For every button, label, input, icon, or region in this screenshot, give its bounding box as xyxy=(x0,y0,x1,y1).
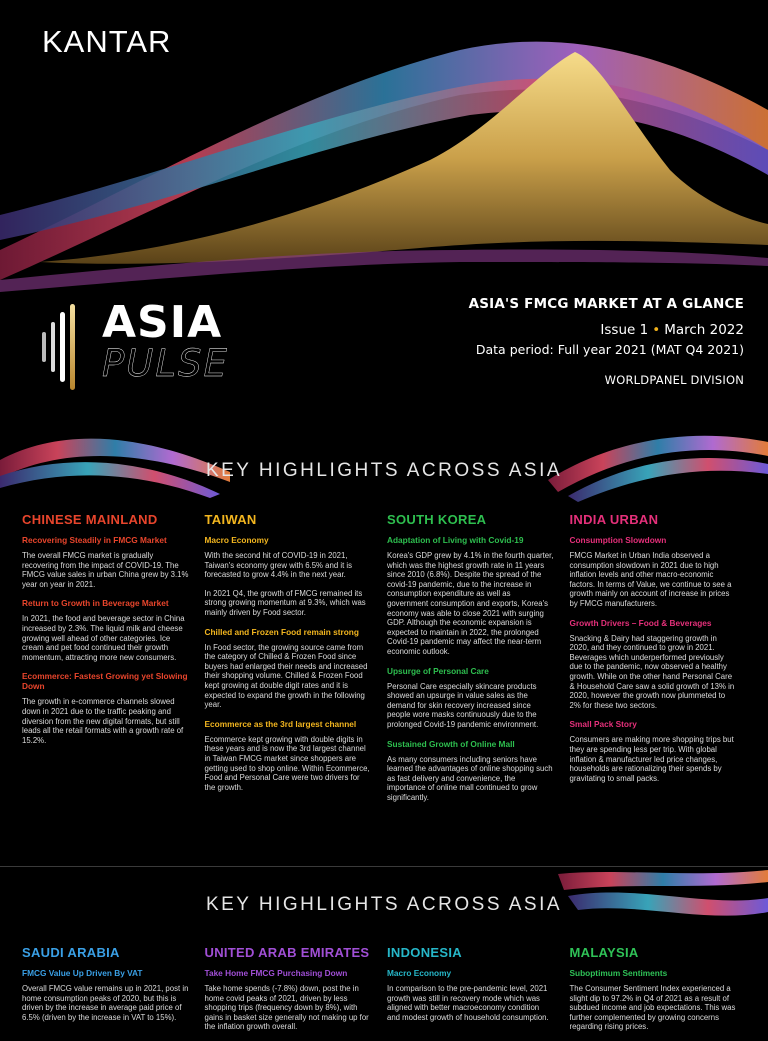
region-title: SOUTH KOREA xyxy=(387,512,487,527)
paragraph: Take home spends (-7.8%) down, post the in home covid peaks of 2021, driven by less shopping trips (frequency down by 8%), with gains in basket size generally not making up for the inflation growth overall. xyxy=(204,984,369,1032)
subheading: Ecommerce: Fastest Growing yet Slowing Down xyxy=(22,671,188,692)
subheading: Ecommerce as the 3rd largest channel xyxy=(204,718,357,729)
region-column-malaysia xyxy=(570,945,753,1041)
region-column-saudi-arabia xyxy=(22,945,205,1041)
issue-number: Issue 1 xyxy=(600,322,649,338)
paragraph: In 2021 Q4, the growth of FMCG remained its strong growing momentum at 9.3%, which was mainly driven by Food sector. xyxy=(204,588,366,617)
section-divider xyxy=(0,866,768,867)
paragraph: The Consumer Sentiment Index experienced a slight dip to 97.2% in Q4 of 2021 as a result of subdued income and job expectations. This was further complemented by growing concerns regarding rising prices. xyxy=(569,984,736,1032)
subheading: Small Pack Story xyxy=(569,719,637,730)
issue-line xyxy=(469,322,744,338)
section-header xyxy=(0,432,768,492)
subheading: Suboptimum Sentiments xyxy=(569,968,668,978)
issue-separator: • xyxy=(652,322,661,338)
paragraph: Overall FMCG value remains up in 2021, post in home consumption peaks of 2020, but this is driven by the increase in average paid price of 6.5% (driven by the increase in VAT to 15%). xyxy=(22,984,189,1022)
subheading: FMCG Value Up Driven By VAT xyxy=(22,968,143,978)
report-heading: ASIA'S FMCG MARKET AT A GLANCE xyxy=(468,296,744,312)
region-column-india-urban xyxy=(570,512,753,811)
region-column-taiwan xyxy=(205,512,388,811)
paragraph: Korea's GDP grew by 4.1% in the fourth quarter, which was the highest growth rate in 11 years since 2010 (6.8%). Despite the spread of the covid-19 pandemic, due to the increase in consumption expenditure as well as government consumption and exports, Korea's economy was able to close 2021 with surging GDP. Although the economic expansion is expected to maintain in 2022, the prolonged Covid-19 pandemic may affect the near-term economic outlook. xyxy=(387,551,554,656)
subheading: Take Home FMCG Purchasing Down xyxy=(204,968,348,978)
kantar-logo: KANTAR xyxy=(42,24,172,59)
issue-date: March 2022 xyxy=(664,322,744,338)
subheading: Return to Growth in Beverage Market xyxy=(22,598,169,609)
paragraph: In 2021, the food and beverage sector in China increased by 2.3%. The liquid milk and cheese growing well ahead of other categories. Ice cream and pet food continued their growth momentum, attracting more new consumers. xyxy=(22,614,185,662)
pulse-bars-icon xyxy=(40,304,100,390)
region-column-south-korea xyxy=(387,512,570,811)
paragraph: Snacking & Dairy had staggering growth in 2020, and they continued to grow in 2021. Beverages which underperformed previously due to the pandemic, now observed a healthy growth. While on the other hand Personal Care & Household Care saw a solid growth of 13% in 2020, however the growth now plummeted to 2% for these two sectors. xyxy=(569,633,735,710)
section-title: KEY HIGHLIGHTS ACROSS ASIA xyxy=(205,460,563,481)
paragraph: The growth in e-commerce channels slowed down in 2021 due to the traffic peaking and diversion from the new digital formats, but still leads all the retail formats with a growth rate of 15.2%. xyxy=(22,697,184,745)
region-title: SAUDI ARABIA xyxy=(22,945,120,960)
division-label: WORLDPANEL DIVISION xyxy=(604,373,744,387)
subheading: Recovering Steadily in FMCG Market xyxy=(22,535,167,545)
region-title: INDIA URBAN xyxy=(569,512,659,527)
paragraph: Ecommerce kept growing with double digits in these years and is now the 3rd largest channel in Taiwan FMCG market since shoppers are getting used to shop online. Within Ecommerce, Food and Personal Care were two drivers for the growth. xyxy=(204,734,370,792)
region-column-indonesia xyxy=(387,945,570,1041)
section-title: KEY HIGHLIGHTS ACROSS ASIA xyxy=(205,894,563,915)
logo-word-pulse: PULSE xyxy=(102,342,229,385)
hero-banner xyxy=(0,0,768,432)
logo-word-asia: ASIA xyxy=(102,297,223,348)
subheading: Upsurge of Personal Care xyxy=(387,665,489,676)
subheading: Consumption Slowdown xyxy=(569,535,667,545)
paragraph: As many consumers including seniors have learned the advantages of online shopping such as fast delivery and convenience, the importance of online mall continued to grow significantly. xyxy=(387,754,553,802)
report-info xyxy=(469,296,744,387)
paragraph: In Food sector, the growing source came from the category of Chilled & Frozen Food since buyers had enlarged their needs and increased their shopping volume. Chilled & Frozen Food kept growing at double digit rates and it is expected to expand the growth in the following year. xyxy=(204,642,368,710)
highlights-row-1 xyxy=(22,512,752,811)
region-title: UNITED ARAB EMIRATES xyxy=(204,945,370,960)
region-title: CHINESE MAINLAND xyxy=(22,512,158,527)
subheading: Macro Economy xyxy=(204,535,269,545)
subheading: Growth Drivers – Food & Beverages xyxy=(569,617,712,628)
asia-pulse-logo xyxy=(40,298,250,390)
region-column-uae xyxy=(205,945,388,1041)
paragraph: FMCG Market in Urban India observed a consumption slowdown in 2021 due to high inflation levels and other macro-economic factors. In terms of Value, we continue to see a growth mainly on account of increase in prices by FMCG manufacturers. xyxy=(569,551,732,608)
paragraph: With the second hit of COVID-19 in 2021, Taiwan's economy grew with 6.5% and it is forecasted to grow 4.4% in the next year. xyxy=(204,551,353,580)
region-title: MALAYSIA xyxy=(569,945,639,960)
subheading: Chilled and Frozen Food remain strong xyxy=(204,626,359,637)
region-column-chinese-mainland xyxy=(22,512,205,811)
paragraph: In comparison to the pre-pandemic level, 2021 growth was still in recovery mode which was aligned with better macroeconomy condition and modest growth of household consumption. xyxy=(387,984,549,1022)
subheading: Sustained Growth of Online Mall xyxy=(387,738,515,749)
section-header xyxy=(0,868,768,928)
region-title: TAIWAN xyxy=(204,512,257,527)
paragraph: Consumers are making more shopping trips but they are spending less per trip. With global inflation & manufacturer led price changes, households are rationalizing their spends by gravitating to small packs. xyxy=(569,735,734,783)
data-period: Data period: Full year 2021 (MAT Q4 2021) xyxy=(475,342,744,357)
subheading: Macro Economy xyxy=(387,968,452,978)
region-title: INDONESIA xyxy=(387,945,462,960)
paragraph: Personal Care especially skincare products showed an upsurge in value sales as the demand for skin recovery increased since people wore masks continuously due to the prolonged Covid-19 pandemic environment. xyxy=(387,681,539,729)
paragraph: The overall FMCG market is gradually recovering from the impact of COVID-19. The FMCG value sales in urban China grew by 3.1% year on year in 2021. xyxy=(22,551,189,589)
highlights-row-2 xyxy=(22,945,752,1041)
subheading: Adaptation of Living with Covid-19 xyxy=(387,535,524,545)
